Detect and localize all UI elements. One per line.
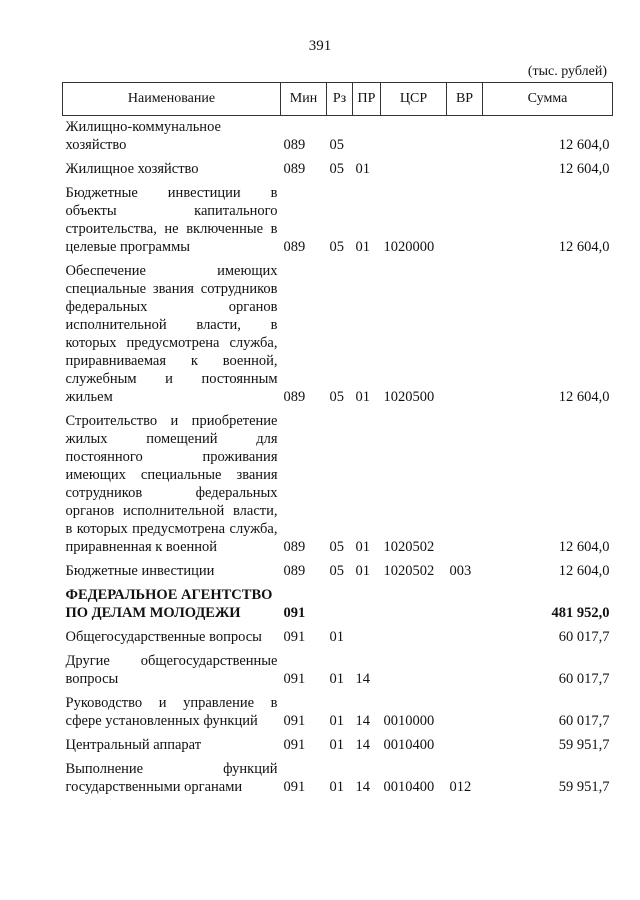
table-row — [63, 758, 613, 800]
cell-min: 089 — [283, 137, 306, 153]
cell-name: Бюджетные инвестиции — [65, 563, 215, 579]
cell-pr: 14 — [355, 737, 370, 753]
cell-name: Другие общегосударственные вопросы — [65, 653, 278, 687]
cell-vr — [447, 626, 483, 650]
cell-csr: 1020500 — [383, 389, 435, 405]
cell-rz: 05 — [329, 563, 344, 579]
cell-vr: 003 — [449, 563, 472, 579]
cell-csr — [381, 116, 447, 159]
cell-name: Строительство и приобретение жилых помещений для постоянного проживания имеющих специальные звания сотрудников федеральных органов исполнительной власти, в которых предусмотрена служба, приравненная к военной — [65, 413, 278, 555]
cell-pr: 01 — [355, 539, 370, 555]
cell-name: Выполнение функций государственными органами — [65, 761, 278, 795]
table-header-row — [63, 83, 613, 116]
cell-rz: 05 — [329, 161, 344, 177]
cell-sum: 60 017,7 — [558, 629, 610, 645]
cell-min: 091 — [283, 713, 306, 729]
cell-csr: 0010400 — [383, 737, 435, 753]
cell-pr — [353, 584, 381, 626]
cell-name: Общегосударственные вопросы — [65, 629, 262, 645]
cell-sum: 12 604,0 — [558, 137, 610, 153]
cell-vr — [447, 584, 483, 626]
cell-csr — [381, 158, 447, 182]
cell-sum: 481 952,0 — [551, 605, 610, 621]
cell-rz: 05 — [329, 539, 344, 555]
cell-rz: 01 — [329, 713, 344, 729]
cell-vr — [447, 650, 483, 692]
table-row — [63, 182, 613, 260]
cell-name: Бюджетные инвестиции в объекты капитального строительства, не включенные в целевые программы — [65, 185, 278, 255]
cell-sum: 12 604,0 — [558, 161, 610, 177]
cell-sum: 12 604,0 — [558, 389, 610, 405]
cell-vr — [447, 158, 483, 182]
table-row — [63, 650, 613, 692]
cell-sum: 59 951,7 — [558, 737, 610, 753]
cell-min: 091 — [283, 779, 306, 795]
cell-min: 089 — [283, 239, 306, 255]
cell-sum: 12 604,0 — [558, 239, 610, 255]
cell-sum: 59 951,7 — [558, 779, 610, 795]
header-rz: Рз — [327, 83, 353, 116]
cell-sum: 12 604,0 — [558, 539, 610, 555]
cell-rz: 01 — [329, 629, 344, 645]
table-row — [63, 116, 613, 159]
cell-min: 091 — [283, 629, 306, 645]
cell-vr — [447, 692, 483, 734]
table-row — [63, 626, 613, 650]
cell-csr — [381, 584, 447, 626]
table-row — [63, 584, 613, 626]
header-vr: ВР — [447, 83, 483, 116]
cell-pr: 14 — [355, 779, 370, 795]
cell-csr: 1020000 — [383, 239, 435, 255]
cell-vr — [447, 410, 483, 560]
cell-name: Жилищное хозяйство — [65, 161, 199, 177]
cell-vr — [447, 260, 483, 410]
cell-name: Центральный аппарат — [65, 737, 202, 753]
cell-rz: 05 — [329, 137, 344, 153]
cell-rz: 01 — [329, 779, 344, 795]
cell-name: Руководство и управление в сфере установленных функций — [65, 695, 278, 729]
cell-sum: 60 017,7 — [558, 713, 610, 729]
cell-csr — [381, 650, 447, 692]
cell-vr — [447, 734, 483, 758]
table-row — [63, 692, 613, 734]
cell-min: 091 — [283, 671, 306, 687]
cell-vr: 012 — [449, 779, 472, 795]
cell-csr — [381, 626, 447, 650]
header-min: Мин — [281, 83, 327, 116]
header-sum: Сумма — [483, 83, 613, 116]
cell-rz — [327, 584, 353, 626]
table-row — [63, 158, 613, 182]
cell-min: 089 — [283, 389, 306, 405]
header-csr: ЦСР — [381, 83, 447, 116]
cell-vr — [447, 182, 483, 260]
cell-pr — [353, 116, 381, 159]
budget-table — [62, 82, 613, 800]
cell-pr: 14 — [355, 713, 370, 729]
cell-pr: 14 — [355, 671, 370, 687]
cell-pr — [353, 626, 381, 650]
page-number: 391 — [308, 38, 332, 54]
units-label: (тыс. рублей) — [527, 64, 607, 79]
cell-rz: 05 — [329, 389, 344, 405]
cell-pr: 01 — [355, 239, 370, 255]
cell-name: Жилищно-коммунальное хозяйство — [65, 119, 221, 153]
table-row — [63, 734, 613, 758]
cell-min: 091 — [283, 737, 306, 753]
table-row — [63, 260, 613, 410]
cell-vr — [447, 116, 483, 159]
table-row — [63, 410, 613, 560]
table-row — [63, 560, 613, 584]
cell-name: ФЕДЕРАЛЬНОЕ АГЕНТСТВО ПО ДЕЛАМ МОЛОДЕЖИ — [65, 587, 273, 621]
cell-min: 089 — [283, 161, 306, 177]
header-name: Наименование — [63, 83, 281, 116]
cell-name: Обеспечение имеющих специальные звания сотрудников федеральных органов исполнительной власти, в которых предусмотрена служба, приравниваемая к военной, служебным и постоянным жильем — [65, 263, 278, 405]
cell-csr: 1020502 — [383, 563, 435, 579]
cell-csr: 0010000 — [383, 713, 435, 729]
cell-min: 091 — [283, 605, 306, 621]
table-body — [63, 116, 613, 801]
header-pr: ПР — [353, 83, 381, 116]
cell-sum: 12 604,0 — [558, 563, 610, 579]
cell-rz: 01 — [329, 737, 344, 753]
cell-min: 089 — [283, 563, 306, 579]
cell-rz: 01 — [329, 671, 344, 687]
cell-pr: 01 — [355, 563, 370, 579]
cell-pr: 01 — [355, 389, 370, 405]
cell-csr: 0010400 — [383, 779, 435, 795]
cell-pr: 01 — [355, 161, 370, 177]
cell-rz: 05 — [329, 239, 344, 255]
cell-min: 089 — [283, 539, 306, 555]
cell-csr: 1020502 — [383, 539, 435, 555]
cell-sum: 60 017,7 — [558, 671, 610, 687]
